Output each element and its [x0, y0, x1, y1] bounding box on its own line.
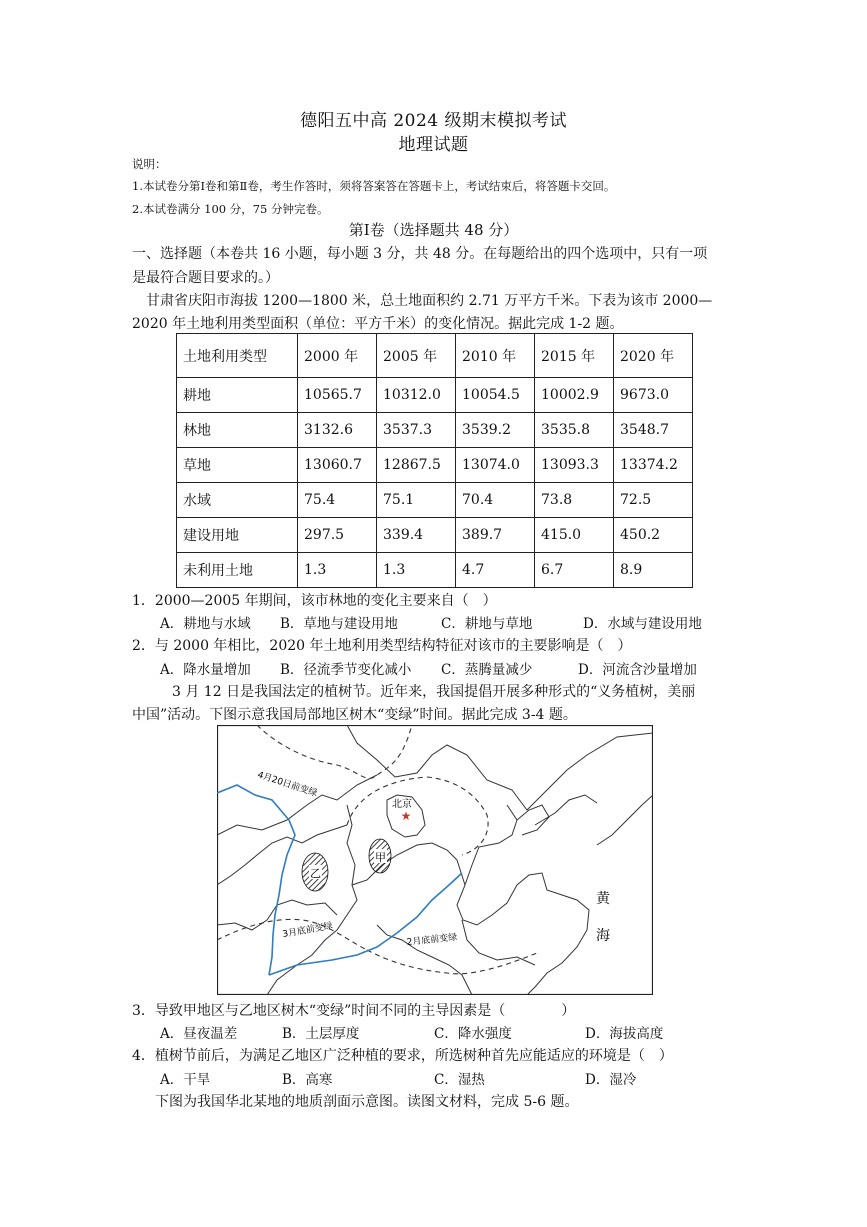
table-cell: 10312.0: [377, 378, 456, 413]
option-b: B．土层厚度: [282, 1026, 360, 1042]
question-1-options: [0, 612, 867, 632]
option-b: B．草地与建设用地: [280, 616, 398, 632]
passage-3-line-1: 下图为我国华北某地的地质剖面示意图。读图文材料，完成 5-6 题。: [155, 1094, 579, 1110]
option-d: D．海拔高度: [585, 1026, 664, 1042]
table-cell: 13060.7: [298, 448, 377, 483]
table-cell: 草地: [177, 448, 298, 483]
table-cell: 10054.5: [456, 378, 535, 413]
question-2-stem: 2．与 2000 年相比，2020 年土地利用类型结构特征对该市的主要影响是（ ）: [132, 638, 632, 654]
section-title: 第Ⅰ卷（选择题共 48 分）: [348, 221, 519, 239]
table-cell: 建设用地: [177, 518, 298, 553]
table-cell: 耕地: [177, 378, 298, 413]
section-intro-line-1: 一、选择题（本卷共 16 小题，每小题 3 分，共 48 分。在每题给出的四个选项中，只有一项: [132, 246, 708, 262]
table-cell: 9673.0: [614, 378, 693, 413]
table-cell: 72.5: [614, 483, 693, 518]
table-row: [177, 553, 693, 588]
march-isoline-label: 3月底前变绿: [281, 921, 334, 940]
passage-1-line-1: 甘肃省庆阳市海拔 1200—1800 米，总土地面积约 2.71 万平方千米。下表为该市 2000—: [146, 293, 713, 309]
table-cell: 75.4: [298, 483, 377, 518]
notes-label: 说明：: [132, 157, 167, 171]
option-c: C．降水强度: [434, 1026, 512, 1042]
region-yi-label: 乙: [310, 867, 321, 880]
passage-2-line-2: 中国”活动。下图示意我国局部地区树木“变绿”时间。据此完成 3-4 题。: [132, 707, 577, 723]
table-row: [177, 413, 693, 448]
question-4-stem: 4．植树节前后，为满足乙地区广泛种植的要求，所选树种首先应能适应的环境是（ ）: [132, 1048, 673, 1064]
table-header-cell: 2015 年: [535, 334, 614, 378]
table-cell: 75.1: [377, 483, 456, 518]
table-header-cell: 土地利用类型: [177, 334, 298, 378]
exam-title: 德阳五中高 2024 级期末模拟考试: [299, 111, 568, 131]
table-header-cell: 2000 年: [298, 334, 377, 378]
table-row: [177, 518, 693, 553]
beijing-label: 北京: [392, 799, 412, 810]
capital-star-icon: ★: [400, 809, 412, 823]
sea-label-1: 黄: [596, 891, 610, 907]
table-cell: 林地: [177, 413, 298, 448]
notes-line-1: 1.本试卷分第Ⅰ卷和第Ⅱ卷，考生作答时，须将答案答在答题卡上，考试结束后，将答题卡交回。: [132, 179, 616, 193]
table-cell: 3539.2: [456, 413, 535, 448]
table-cell: 70.4: [456, 483, 535, 518]
table-cell: 415.0: [535, 518, 614, 553]
option-a: A．昼夜温差: [160, 1026, 238, 1042]
table-cell: 450.2: [614, 518, 693, 553]
question-1-stem: 1．2000—2005 年期间，该市林地的变化主要来自（ ）: [132, 593, 497, 609]
option-c: C．蒸腾量减少: [441, 662, 533, 678]
table-cell: 4.7: [456, 553, 535, 588]
section-intro-line-2: 是最符合题目要求的。）: [132, 270, 279, 286]
table-cell: 12867.5: [377, 448, 456, 483]
option-c: C．耕地与草地: [441, 616, 533, 632]
table-cell: 1.3: [377, 553, 456, 588]
question-4-options: [0, 1068, 867, 1088]
table-cell: 339.4: [377, 518, 456, 553]
notes-line-2: 2.本试卷满分 100 分，75 分钟完卷。: [132, 202, 329, 216]
region-jia-label: 甲: [375, 851, 386, 864]
option-d: D．湿冷: [585, 1072, 637, 1088]
map-frame: [218, 726, 653, 995]
table-cell: 13074.0: [456, 448, 535, 483]
exam-subtitle: 地理试题: [398, 135, 469, 155]
table-cell: 1.3: [298, 553, 377, 588]
table-cell: 未利用土地: [177, 553, 298, 588]
table-header-row: [177, 334, 693, 378]
option-d: D．水域与建设用地: [583, 616, 702, 632]
option-c: C．湿热: [434, 1072, 485, 1088]
table-cell: 8.9: [614, 553, 693, 588]
table-cell: 297.5: [298, 518, 377, 553]
question-2-options: [0, 658, 867, 678]
sea-label-2: 海: [596, 928, 610, 944]
table-row: [177, 483, 693, 518]
passage-1-line-2: 2020 年土地利用类型面积（单位：平方千米）的变化情况。据此完成 1-2 题。: [132, 316, 624, 332]
option-a: A．耕地与水域: [160, 616, 251, 632]
february-isoline-label: 2月底前变绿: [406, 932, 458, 948]
table-cell: 10002.9: [535, 378, 614, 413]
option-d: D．河流含沙量增加: [578, 662, 697, 678]
table-cell: 3548.7: [614, 413, 693, 448]
table-header-cell: 2020 年: [614, 334, 693, 378]
option-a: A．降水量增加: [160, 662, 251, 678]
table-cell: 389.7: [456, 518, 535, 553]
option-b: B．高寒: [282, 1072, 333, 1088]
table-cell: 73.8: [535, 483, 614, 518]
table-cell: 10565.7: [298, 378, 377, 413]
table-cell: 6.7: [535, 553, 614, 588]
table-row: [177, 448, 693, 483]
question-3-stem: 3．导致甲地区与乙地区树木“变绿”时间不同的主导因素是（ ）: [132, 1003, 576, 1019]
table-cell: 13374.2: [614, 448, 693, 483]
table-header-cell: 2010 年: [456, 334, 535, 378]
option-a: A．干旱: [160, 1072, 211, 1088]
passage-2-line-1: 3 月 12 日是我国法定的植树节。近年来，我国提倡开展多种形式的“义务植树，美丽: [172, 684, 696, 700]
greening-time-map: [217, 725, 653, 995]
table-cell: 水域: [177, 483, 298, 518]
table-cell: 3537.3: [377, 413, 456, 448]
question-3-options: [0, 1022, 867, 1042]
option-b: B．径流季节变化减小: [280, 662, 412, 678]
table-row: [177, 378, 693, 413]
table-cell: 13093.3: [535, 448, 614, 483]
land-use-table: [176, 333, 693, 588]
april-isoline-label: 4月20日前变绿: [256, 770, 319, 800]
table-cell: 3132.6: [298, 413, 377, 448]
table-header-cell: 2005 年: [377, 334, 456, 378]
table-cell: 3535.8: [535, 413, 614, 448]
